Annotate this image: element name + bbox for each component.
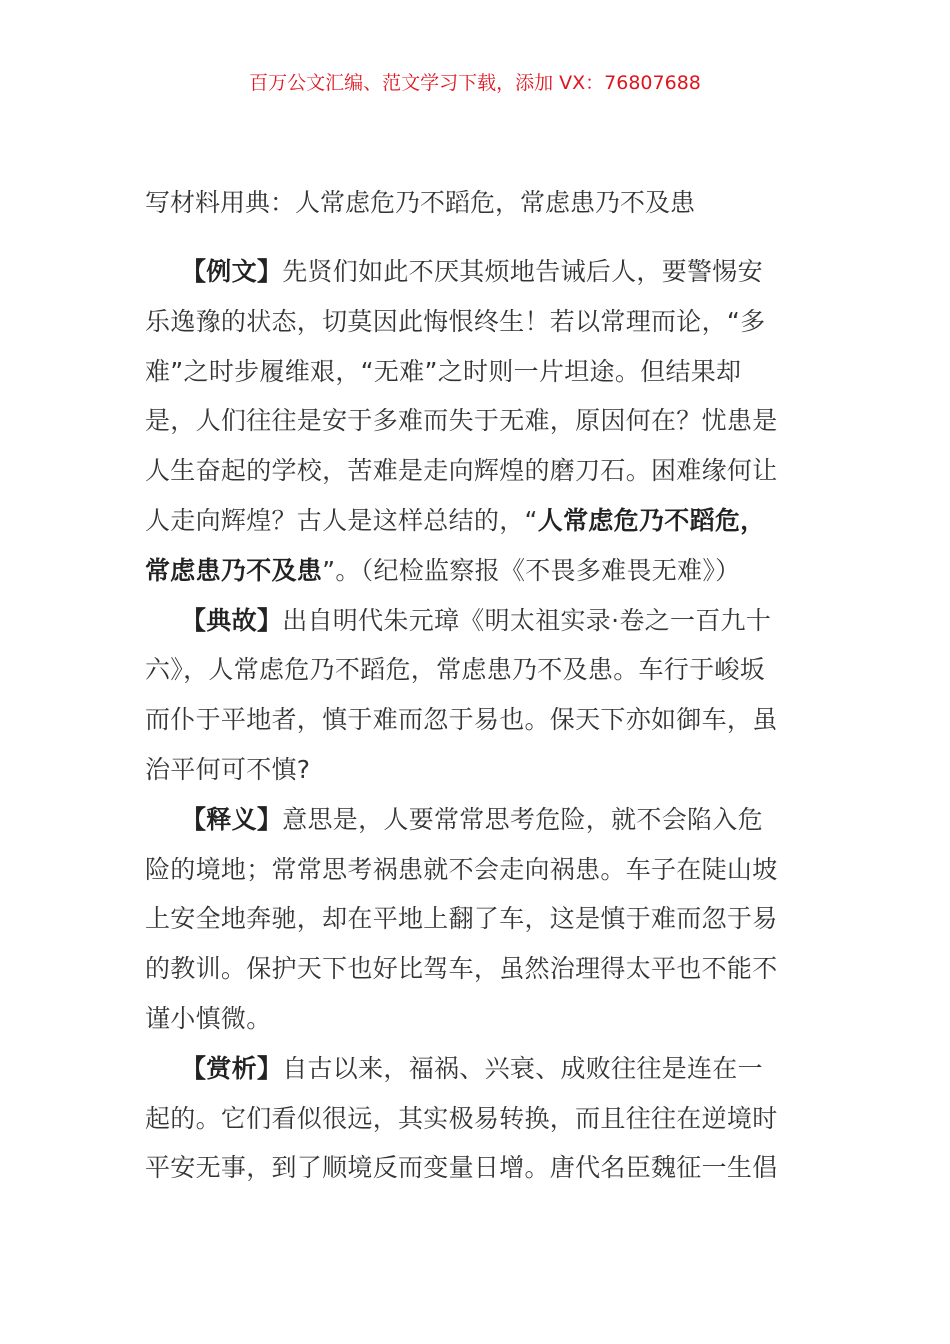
text-line (145, 855, 810, 905)
bold-text: 【赏析】 (181, 1053, 283, 1083)
text-segment: ”。（纪检监察报《不畏多难畏无难》） (322, 555, 741, 585)
text-line (145, 655, 810, 705)
text-line (145, 805, 810, 855)
text-line (145, 556, 810, 606)
text-line (145, 1104, 810, 1154)
text-line (145, 705, 810, 755)
text-segment: 人走向辉煌？古人是这样总结的，“ (145, 505, 538, 535)
text-segment: 六》，人常虑危乃不蹈危，常虑患乃不及患。车行于峻坂 (145, 655, 766, 685)
text-line (145, 755, 810, 805)
text-line (145, 606, 810, 656)
text-line (145, 307, 810, 357)
text-line (145, 1004, 810, 1054)
document-title: 写材料用典：人常虑危乃不蹈危，常虑患乃不及患 (145, 188, 696, 217)
bold-text: 人常虑危乃不蹈危， (537, 505, 766, 535)
text-segment: 险的境地；常常思考祸患就不会走向祸患。车子在陡山坡 (145, 854, 778, 884)
text-line (145, 406, 810, 456)
text-segment: 先贤们如此不厌其烦地告诫后人，要警惕安 (282, 257, 763, 286)
text-segment: 意思是，人要常常思考危险，就不会陷入危 (282, 804, 763, 834)
text-line (145, 1153, 810, 1203)
text-line (145, 954, 810, 1004)
text-segment: 起的。它们看似很远，其实极易转换，而且往往在逆境时 (145, 1103, 778, 1133)
bold-text: 常虑患乃不及患 (145, 555, 323, 585)
bold-text: 【典故】 (181, 605, 283, 635)
text-segment: 谨小慎微。 (145, 1003, 272, 1033)
text-segment: 上安全地奔驰，却在平地上翻了车，这是慎于难而忽于易 (145, 904, 778, 934)
text-line (145, 904, 810, 954)
text-segment: 是，人们往往是安于多难而失于无难，原因何在？忧患是 (145, 406, 778, 436)
text-line (145, 257, 810, 307)
text-segment: 出自明代朱元璋《明太祖实录·卷之一百九十 (282, 605, 772, 635)
text-line (145, 357, 810, 407)
text-line (145, 1054, 810, 1104)
bold-text: 【释义】 (181, 804, 283, 834)
text-line (145, 506, 810, 556)
text-segment: 乐逸豫的状态，切莫因此悔恨终生！若以常理而论，“多 (145, 306, 766, 336)
text-line (145, 456, 810, 506)
text-segment: 而仆于平地者，慎于难而忽于易也。保天下亦如御车，虽 (145, 705, 778, 735)
text-segment: 人生奋起的学校，苦难是走向辉煌的磨刀石。困难缘何让 (145, 456, 778, 486)
text-segment: 治平何可不慎? (145, 754, 311, 784)
watermark-header: 百万公文汇编、范文学习下载，添加 VX：76807688 (249, 72, 701, 94)
text-segment: 的教训。保护天下也好比驾车，虽然治理得太平也不能不 (145, 954, 778, 984)
text-segment: 平安无事，到了顺境反而变量日增。唐代名臣魏征一生倡 (145, 1153, 778, 1183)
document-body (145, 257, 810, 1203)
text-segment: 难”之时步履维艰，“无难”之时则一片坦途。但结果却 (145, 356, 742, 386)
text-segment: 自古以来，福祸、兴衰、成败往往是连在一 (282, 1053, 763, 1083)
bold-text: 【例文】 (181, 257, 283, 286)
